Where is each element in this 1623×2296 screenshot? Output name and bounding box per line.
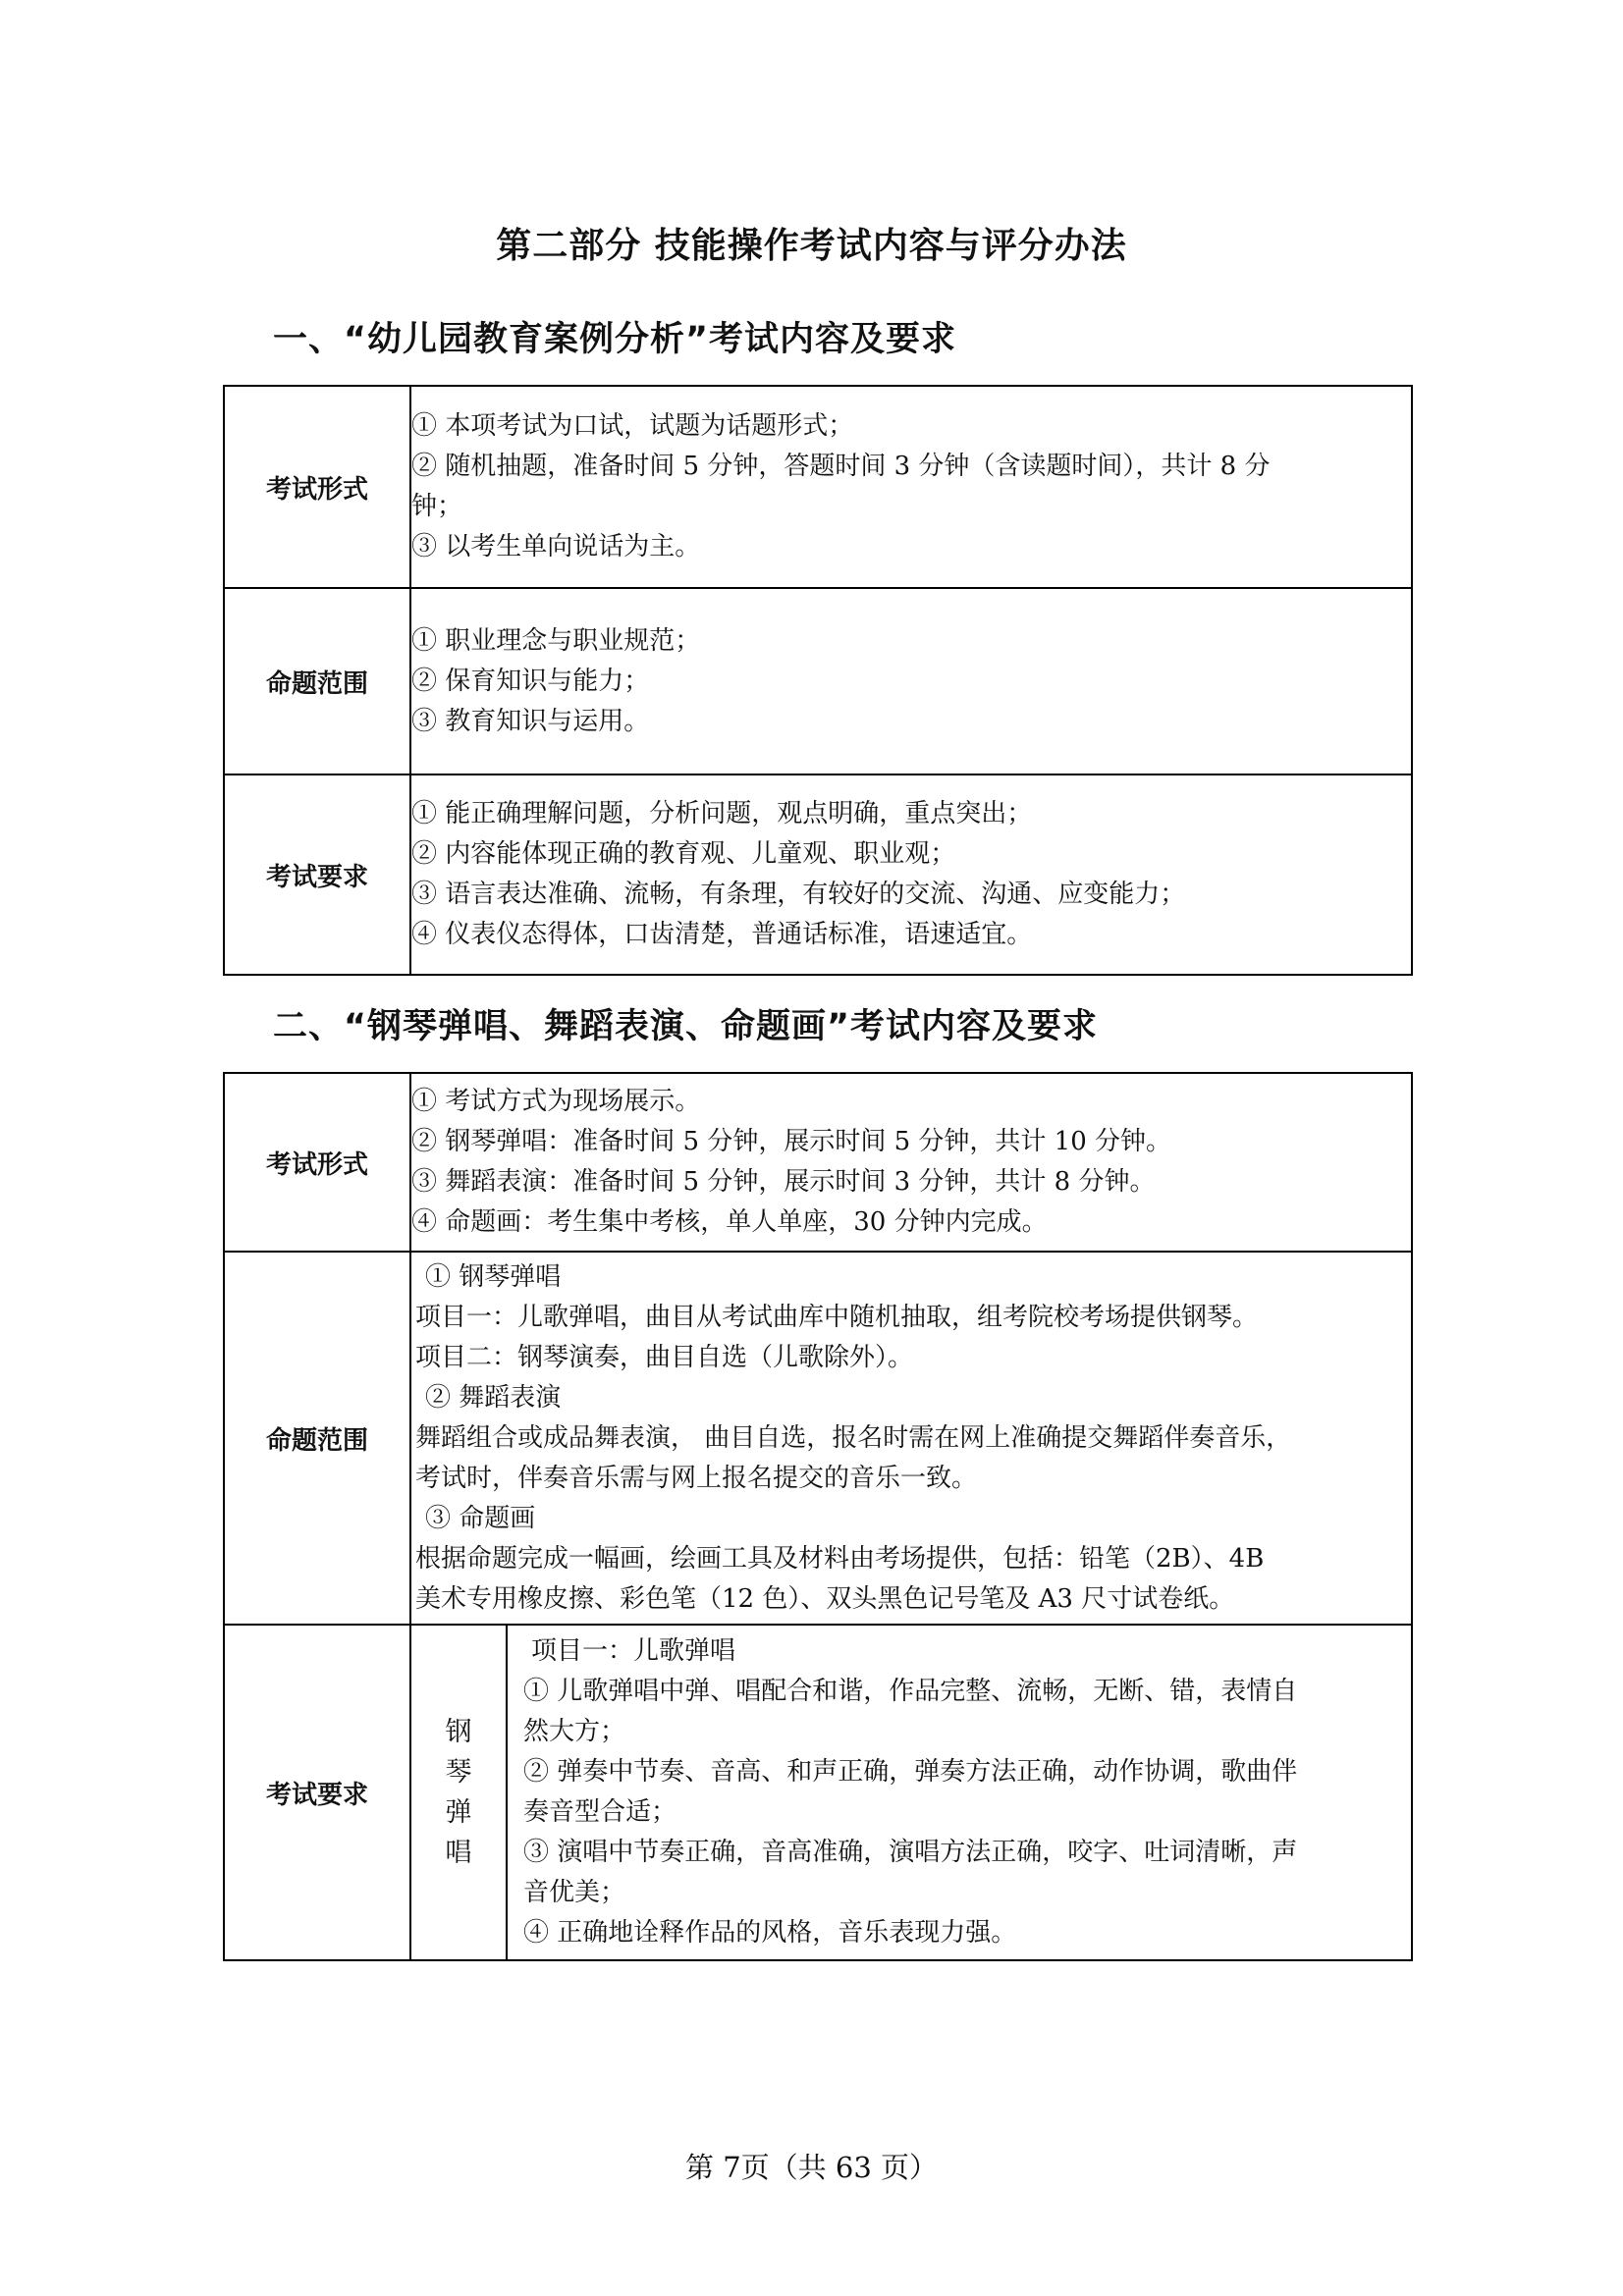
sub-label-char: 琴 [445,1757,472,1788]
content-line: ④ 仪表仪态得体，口齿清楚，普通话标准，语速适宜。 [411,920,1033,949]
content-line: ④ 正确地诠释作品的风格，音乐表现力强。 [523,1918,1017,1948]
content-line: ① 职业理念与职业规范； [411,625,701,656]
page-number: 第 7页（共 63 页） [684,2151,938,2184]
content-line: 考试时，伴奏音乐需与网上报名提交的音乐一致。 [415,1463,978,1493]
row-content [410,774,1412,975]
content-line: ④ 命题画：考生集中考核，单人单座，30 分钟内完成。 [411,1207,1048,1237]
exam-table-piano-dance-drawing [223,1072,1413,1961]
table-row [224,1073,1412,1252]
row-content [410,386,1412,588]
sub-label-char: 唱 [445,1838,472,1868]
content-line: 奏音型合适； [523,1797,677,1827]
row-content [410,1073,1412,1252]
sub-label-piano-singing [410,1625,507,1960]
content-line: ③ 以考生单向说话为主。 [411,532,701,561]
row-label: 命题范围 [224,588,410,774]
content-line: 舞蹈组合或成品舞表演， 曲目自选，报名时需在网上准确提交舞蹈伴奏音乐， [415,1422,1292,1453]
content-line: ② 随机抽题，准备时间 5 分钟，答题时间 3 分钟（含读题时间），共计 8 分 [411,452,1271,481]
content-line: 然大方； [523,1717,626,1746]
row-label: 考试要求 [224,1625,410,1960]
sub-label-char: 钢 [445,1717,472,1747]
content-line: ② 舞蹈表演 [425,1382,562,1413]
sub-label-char: 弹 [445,1797,472,1828]
content-line: ③ 教育知识与运用。 [411,706,650,736]
row-label: 考试要求 [224,774,410,975]
section-2-heading: 二、“钢琴弹唱、舞蹈表演、命题画”考试内容及要求 [273,1007,1099,1046]
table-row [224,588,1412,774]
content-line: 项目一：儿歌弹唱，曲目从考试曲库中随机抽取，组考院校考场提供钢琴。 [415,1302,1259,1332]
row-label: 考试形式 [224,386,410,588]
content-line: ① 能正确理解问题，分析问题，观点明确，重点突出； [411,799,1033,828]
content-line: ③ 语言表达准确、流畅，有条理，有较好的交流、沟通、应变能力； [411,880,1186,909]
row-label: 考试形式 [224,1073,410,1252]
row-content [410,1252,1412,1625]
content-line: ② 钢琴弹唱：准备时间 5 分钟，展示时间 5 分钟，共计 10 分钟。 [411,1127,1172,1156]
table-row [224,774,1412,975]
content-line: ③ 舞蹈表演：准备时间 5 分钟，展示时间 3 分钟，共计 8 分钟。 [411,1167,1156,1197]
row-content [507,1625,1412,1960]
content-line: ① 儿歌弹唱中弹、唱配合和谐，作品完整、流畅，无断、错，表情自 [523,1677,1298,1706]
content-line: ② 内容能体现正确的教育观、儿童观、职业观； [411,839,956,869]
content-line: 项目一：儿歌弹唱 [531,1636,736,1666]
content-line: ③ 演唱中节奏正确，音高准确，演唱方法正确，咬字、吐词清晰，声 [523,1838,1298,1867]
content-line: ① 钢琴弹唱 [425,1261,562,1292]
table-row [224,1625,1412,1960]
content-line: 项目二：钢琴演奏，曲目自选（儿歌除外）。 [415,1342,914,1372]
row-content [410,588,1412,774]
content-line: ③ 命题画 [425,1503,536,1533]
content-line: 根据命题完成一幅画，绘画工具及材料由考场提供，包括：铅笔（2B）、4B [415,1543,1265,1574]
table-row [224,386,1412,588]
table-row [224,1252,1412,1625]
content-line: ① 本项考试为口试，试题为话题形式； [411,411,854,441]
exam-table-case-analysis [223,385,1413,976]
row-label: 命题范围 [224,1252,410,1625]
content-line: 美术专用橡皮擦、彩色笔（12 色）、双头黑色记号笔及 A3 尺寸试卷纸。 [415,1583,1235,1614]
content-line: ① 考试方式为现场展示。 [411,1087,701,1116]
content-line: ② 保育知识与能力； [411,666,650,696]
page-title: 第二部分 技能操作考试内容与评分办法 [496,226,1127,266]
content-line: ② 弹奏中节奏、音高、和声正确，弹奏方法正确，动作协调，歌曲伴 [523,1757,1298,1787]
section-1-heading: 一、“幼儿园教育案例分析”考试内容及要求 [273,320,957,359]
content-line: 钟； [411,492,463,521]
content-line: 音优美； [523,1878,626,1907]
